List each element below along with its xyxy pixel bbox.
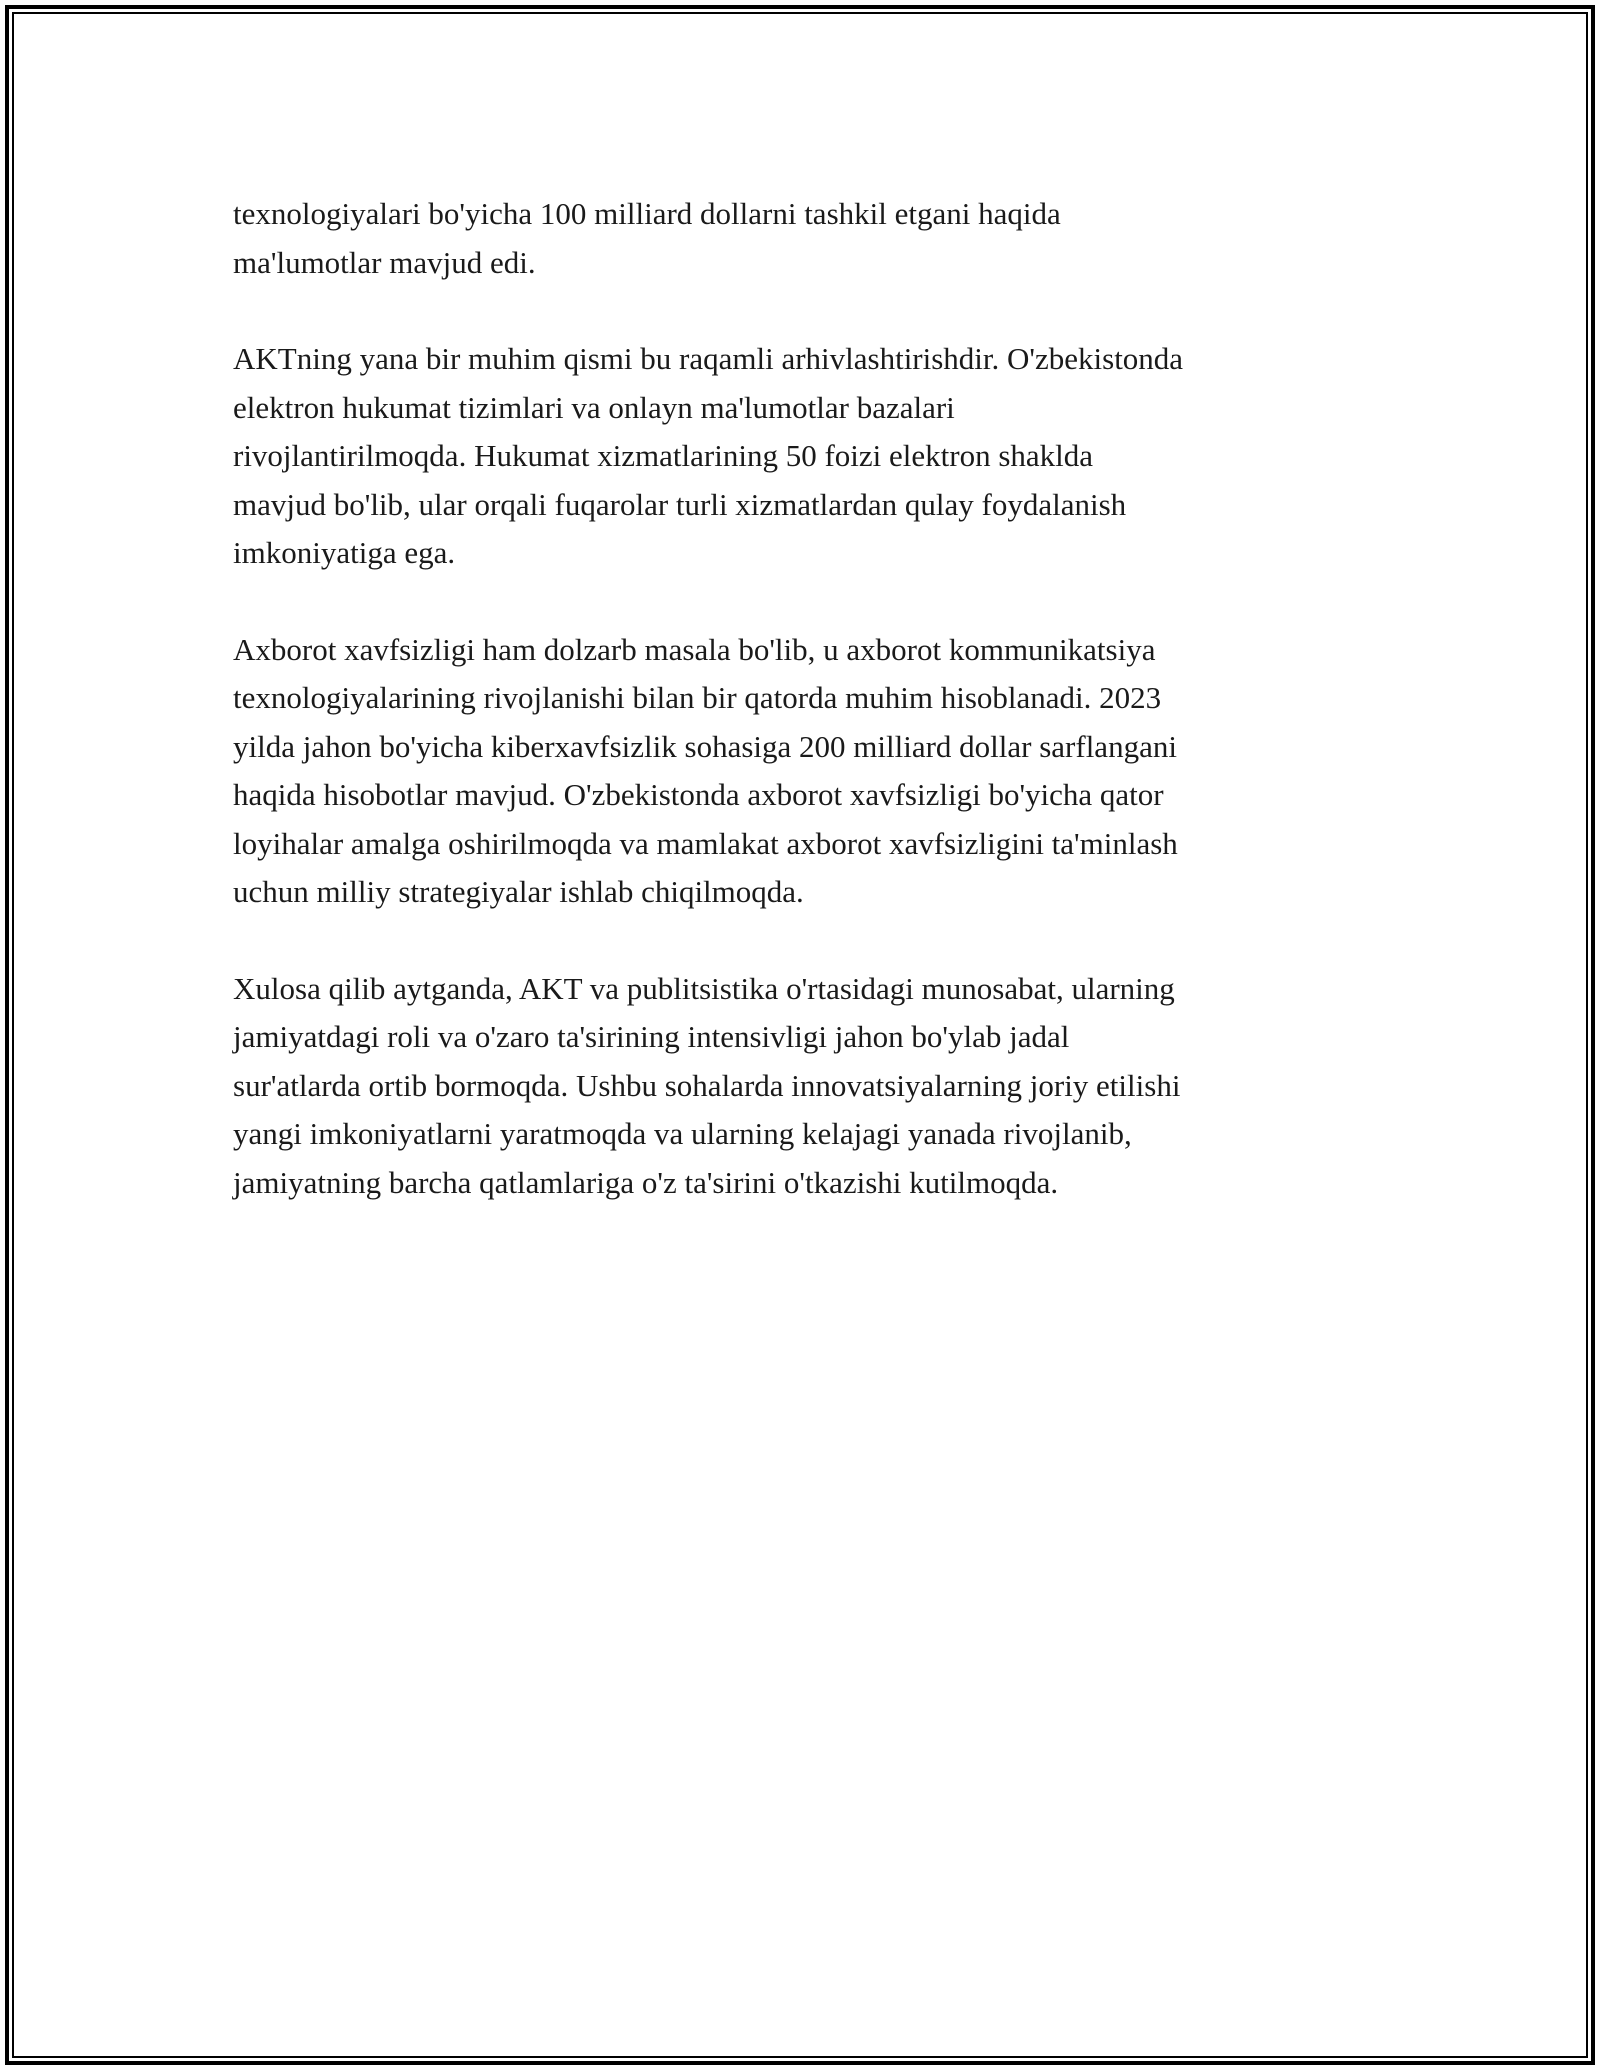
paragraph-3: Axborot xavfsizligi ham dolzarb masala bo'lib, u axborot kommunikatsiya texnologiyalarining rivojlanishi bilan bir qatorda muhim hisoblanadi. 2023 yilda jahon bo'yicha kiberxavfsizlik sohasiga 200 milliard dollar sarflangani haqida hisobotlar mavjud. O'zbekistonda axborot xavfsizligi bo'yicha qator loyihalar amalga oshirilmoqda va mamlakat axborot xavfsizligini ta'minlash uchun milliy strategiyalar ishlab chiqilmoqda. [233, 631, 1178, 909]
paragraph-4: Xulosa qilib aytganda, AKT va publitsistika o'rtasidagi munosabat, ularning jamiyatdagi roli va o'zaro ta'sirining intensivligi jahon bo'ylab jadal sur'atlarda ortib bormoqda. Ushbu sohalarda innovatsiyalarning joriy etilishi yangi imkoniyatlarni yaratmoqda va ularning kelajagi yanada rivojlanib, jamiyatning barcha qatlamlariga o'z ta'sirini o'tkazishi kutilmoqda. [233, 970, 1181, 1200]
paragraph-2: AKTning yana bir muhim qismi bu raqamli arhivlashtirishdir. O'zbekistonda elektron hukumat tizimlari va onlayn ma'lumotlar bazalari rivojlantirilmoqda. Hukumat xizmatlarining 50 foizi elektron shaklda mavjud bo'lib, ular orqali fuqarolar turli xizmatlardan qulay foydalanish imkoniyatiga ega. [233, 341, 1184, 570]
page-body [233, 190, 1393, 1255]
paragraph-1: texnologiyalari bo'yicha 100 milliard dollarni tashkil etgani haqida ma'lumotlar mavjud edi. [233, 196, 1061, 280]
